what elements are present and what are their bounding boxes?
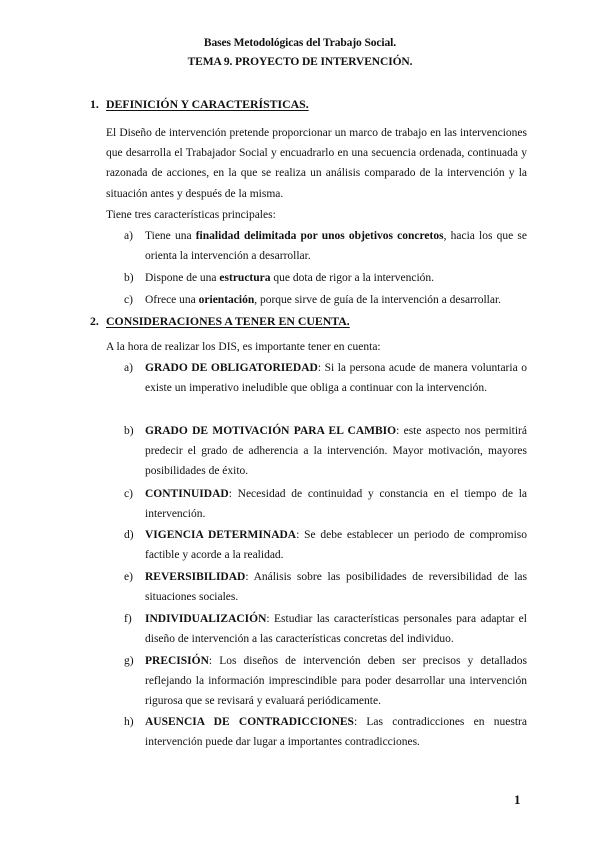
item-term: PRECISIÓN bbox=[145, 655, 209, 667]
item-term: VIGENCIA DETERMINADA bbox=[145, 529, 297, 541]
section-2-intro: A la hora de realizar los DIS, es importante tener en cuenta: bbox=[106, 341, 381, 353]
section-1-number: 1. bbox=[90, 97, 99, 111]
item-term: GRADO DE MOTIVACIÓN PARA EL CAMBIO bbox=[145, 425, 397, 437]
list-item: g) PRECISIÓN: Los diseños de intervención deben ser precisos y detallados reflejando la información imprescindible para poder desarrollar una intervención rigurosa que se revisará y evaluará periódicamente. bbox=[124, 651, 527, 712]
section-1-intro: Tiene tres características principales: bbox=[106, 209, 276, 221]
item-term: INDIVIDUALIZACIÓN bbox=[145, 613, 267, 625]
list-marker: f) bbox=[124, 613, 132, 625]
list-item: a) Tiene una finalidad delimitada por unos objetivos concretos, hacia los que se orienta la intervención a desarrollar. bbox=[124, 226, 527, 266]
list-item: d) VIGENCIA DETERMINADA: Se debe establecer un periodo de compromiso factible y acorde a la realidad. bbox=[124, 525, 527, 565]
item-term: REVERSIBILIDAD bbox=[145, 571, 246, 583]
item-term: GRADO DE OBLIGATORIEDAD bbox=[145, 362, 318, 374]
list-marker: a) bbox=[124, 230, 133, 242]
section-1-heading bbox=[90, 97, 309, 112]
list-item: h) AUSENCIA DE CONTRADICCIONES: Las contradicciones en nuestra intervención puede dar lugar a importantes contradicciones. bbox=[124, 712, 527, 752]
page-number: 1 bbox=[514, 792, 521, 807]
list-item: c) Ofrece una orientación, porque sirve de guía de la intervención a desarrollar. bbox=[124, 290, 527, 310]
emphasis: estructura bbox=[219, 272, 271, 284]
list-item: b) Dispone de una estructura que dota de rigor a la intervención. bbox=[124, 268, 527, 288]
list-item: b) GRADO DE MOTIVACIÓN PARA EL CAMBIO: este aspecto nos permitirá predecir el grado de adherencia a la intervención. Mayor motivación, mayores posibilidades de éxito. bbox=[124, 421, 527, 482]
item-term: AUSENCIA DE CONTRADICCIONES bbox=[145, 716, 354, 728]
document-subject-title: Bases Metodológicas del Trabajo Social. bbox=[203, 37, 397, 49]
list-marker: b) bbox=[124, 272, 134, 284]
section-2-heading bbox=[90, 314, 350, 329]
section-2-heading-text: CONSIDERACIONES A TENER EN CUENTA. bbox=[106, 314, 350, 328]
list-marker: b) bbox=[124, 425, 134, 437]
list-item: c) CONTINUIDAD: Necesidad de continuidad y constancia en el tiempo de la intervención. bbox=[124, 484, 527, 524]
document-topic-title: TEMA 9. PROYECTO DE INTERVENCIÓN. bbox=[187, 56, 413, 68]
section-1-paragraph: El Diseño de intervención pretende proporcionar un marco de trabajo en las intervenciones que desarrolla el Trabajador Social y encuadrarlo en una secuencia ordenada, continuada y razonada de acciones, en la que se realiza un análisis comparado de la intervención y la situación antes y después de la misma. bbox=[106, 127, 527, 200]
list-marker: h) bbox=[124, 716, 134, 728]
list-marker: c) bbox=[124, 488, 133, 500]
list-marker: a) bbox=[124, 362, 133, 374]
list-marker: c) bbox=[124, 294, 133, 306]
list-item: e) REVERSIBILIDAD: Análisis sobre las posibilidades de reversibilidad de las situaciones sociales. bbox=[124, 567, 527, 607]
emphasis: finalidad delimitada por unos objetivos concretos bbox=[195, 230, 444, 242]
list-marker: e) bbox=[124, 571, 133, 583]
emphasis: orientación bbox=[198, 294, 255, 306]
section-2-number: 2. bbox=[90, 314, 99, 328]
list-item: f) INDIVIDUALIZACIÓN: Estudiar las características personales para adaptar el diseño de intervención a las características concretas del individuo. bbox=[124, 609, 527, 649]
item-term: CONTINUIDAD bbox=[145, 488, 229, 500]
list-item: a) GRADO DE OBLIGATORIEDAD: Si la persona acude de manera voluntaria o existe un imperativo ineludible que obliga a continuar con la intervención. bbox=[124, 358, 527, 398]
section-1-heading-text: DEFINICIÓN Y CARACTERÍSTICAS. bbox=[106, 97, 309, 111]
list-marker: g) bbox=[124, 655, 134, 667]
list-marker: d) bbox=[124, 529, 134, 541]
